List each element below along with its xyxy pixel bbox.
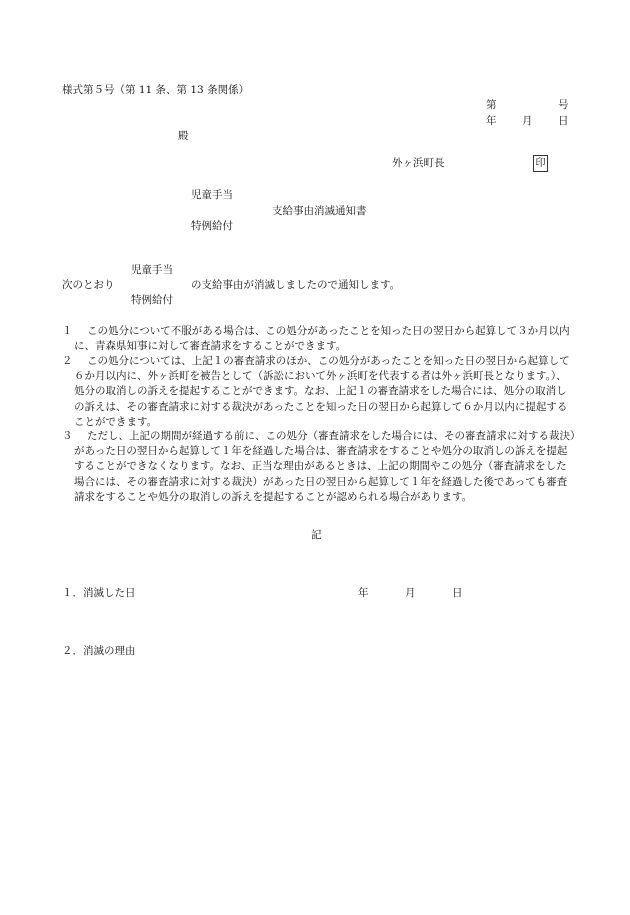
note-2 (62, 354, 577, 430)
extinction-date-label: １．消滅した日 (62, 587, 136, 599)
title-benefit-special: 特例給付 (191, 220, 233, 232)
date-day: 日 (558, 115, 569, 127)
note-number: ２ (62, 355, 73, 367)
extinction-date-day: 日 (452, 587, 463, 599)
ki-heading: 記 (311, 529, 322, 541)
body-benefit-special: 特例給付 (131, 294, 173, 306)
title-benefit-child-allowance: 児童手当 (191, 189, 233, 201)
body-benefit-child-allowance: 児童手当 (131, 264, 173, 276)
note-number: １ (62, 325, 73, 337)
note-text: この処分については、上記１の審査請求のほか、この処分があったことを知った日の翌日から起算して６か月以内に、外ヶ浜町を被告として（訴訟において外ヶ浜町を代表する者は外ヶ浜町長となります。）、処分の取消しの訴えを提起することができます。なお、上記１の審査請求をした場合には、処分の取消しの訴えは、その審査請求に対する裁決があったことを知った日の翌日から起算して６か月以内に提起することができます。 (74, 355, 570, 428)
document-title: 支給事由消滅通知書 (272, 205, 367, 217)
note-text: ただし、上記の期間が経過する前に、この処分（審査請求をした場合には、その審査請求に対する裁決）があった日の翌日から起算して１年を経過した場合は、審査請求をすることや処分の取消しの訴えを提起することができなくなります。なお、正当な理由があるときは、上記の期間やこの処分（審査請求をした場合には、その審査請求に対する裁決）があった日の翌日から起算して１年を経過した後であっても審査請求をすることや処分の取消しの訴えを提起することが認められる場合があります。 (74, 430, 576, 503)
issuer-name: 外ヶ浜町長 (392, 157, 445, 169)
addressee-honorific: 殿 (178, 130, 189, 142)
body-prefix: 次のとおり (62, 279, 115, 291)
body-suffix: の支給事由が消滅しましたので通知します。 (191, 279, 401, 291)
extinction-date-year: 年 (358, 587, 369, 599)
date-month: 月 (522, 115, 533, 127)
document-number-prefix: 第 (486, 99, 497, 111)
note-3 (62, 429, 577, 505)
note-number: ３ (62, 430, 73, 442)
date-year: 年 (486, 115, 497, 127)
seal-mark: 印 (533, 155, 548, 172)
note-text: この処分について不服がある場合は、この処分があったことを知った日の翌日から起算して３か月以内に、青森県知事に対して審査請求をすることができます。 (74, 325, 570, 353)
note-1 (62, 324, 577, 354)
form-title: 様式第５号（第 11 条、第 13 条関係） (62, 84, 250, 96)
document-number-suffix: 号 (558, 99, 569, 111)
extinction-reason-label: ２．消滅の理由 (62, 645, 136, 657)
extinction-date-month: 月 (405, 587, 416, 599)
